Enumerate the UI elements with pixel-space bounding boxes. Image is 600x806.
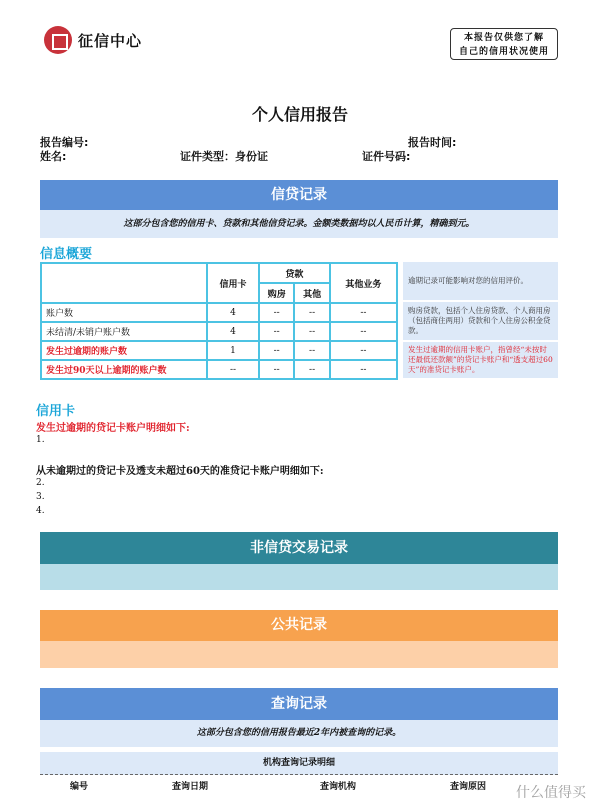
cell: -- (294, 303, 329, 322)
row-label: 发生过逾期的账户数 (41, 341, 207, 360)
note: 发生过逾期的信用卡账户，指曾经“未按时还最低还款额”的贷记卡账户和“透支超过60天”的准贷记卡账户。 (403, 342, 558, 378)
note: 逾期记录可能影响对您的信用评价。 (403, 262, 558, 300)
cell: -- (259, 341, 294, 360)
cell: -- (207, 360, 259, 379)
col-other: 其他 (294, 283, 329, 303)
cell: 1 (207, 341, 259, 360)
col-other-biz: 其他业务 (330, 263, 397, 303)
non-credit-band: 非信贷交易记录 (40, 532, 558, 564)
report-time: 报告时间: (408, 136, 457, 149)
name: 姓名: (40, 150, 67, 163)
notice-line: 本报告仅供您了解 (463, 33, 544, 43)
query-desc: 这部分包含您的信用报告最近2年内被查询的记录。 (40, 720, 558, 747)
col-loan: 贷款 (259, 263, 330, 283)
logo (44, 26, 142, 54)
credit-desc: 这部分包含您的信用卡、贷款和其他信贷记录。金额类数据均以人民币计算，精确到元。 (40, 210, 558, 238)
query-band: 查询记录 (40, 688, 558, 720)
table-row (41, 303, 397, 322)
col-no: 编号 (70, 782, 89, 792)
list-item: 2. (36, 478, 45, 488)
note: 购房贷款，包括个人住房贷款、个人商用房（包括商住两用）贷款和个人住房公积金贷款。 (403, 302, 558, 340)
cell: -- (294, 341, 329, 360)
report-no: 报告编号: (40, 136, 89, 149)
page-title: 个人信用报告 (251, 105, 348, 124)
cell: -- (259, 303, 294, 322)
cell: -- (330, 303, 397, 322)
query-detail: 机构查询记录明细 (40, 752, 558, 775)
col-date: 查询日期 (172, 782, 209, 792)
normal-title: 从未逾期过的贷记卡及透支未超过60天的准贷记卡账户明细如下: (36, 466, 324, 477)
cell: -- (330, 341, 397, 360)
row-label: 未结清/未销户账户数 (41, 322, 207, 341)
table-row (41, 360, 397, 379)
col-org: 查询机构 (320, 782, 357, 792)
cell: 4 (207, 322, 259, 341)
list-item: 3. (36, 492, 45, 502)
cell: -- (330, 360, 397, 379)
site-watermark: 什么值得买 (516, 785, 586, 801)
cell: 4 (207, 303, 259, 322)
list-item: 4. (36, 506, 45, 516)
col-house: 购房 (259, 283, 294, 303)
row-label: 账户数 (41, 303, 207, 322)
card-title: 信用卡 (36, 404, 76, 419)
cell: -- (294, 322, 329, 341)
row-label: 发生过90天以上逾期的账户数 (41, 360, 207, 379)
non-credit-body (40, 564, 558, 590)
summary-table (40, 262, 398, 380)
list-item: 1. (36, 435, 45, 445)
public-body (40, 641, 558, 668)
cell: -- (294, 360, 329, 379)
summary-title: 信息概要 (40, 247, 93, 262)
seal-icon (44, 26, 72, 54)
table-row (41, 341, 397, 360)
credit-band: 信贷记录 (40, 180, 558, 210)
public-band: 公共记录 (40, 610, 558, 641)
logo-text: 征信中心 (78, 31, 143, 50)
id-type: 证件类型：身份证 (180, 150, 268, 163)
cell: -- (330, 322, 397, 341)
notice-line: 自己的信用状况使用 (458, 47, 549, 57)
cell: -- (259, 322, 294, 341)
col-card: 信用卡 (207, 263, 259, 303)
id-no: 证件号码: (362, 150, 411, 163)
cell: -- (259, 360, 294, 379)
overdue-title: 发生过逾期的贷记卡账户明细如下: (36, 423, 190, 434)
table-row (41, 322, 397, 341)
col-reason: 查询原因 (450, 782, 487, 792)
notice-stamp (450, 28, 558, 60)
